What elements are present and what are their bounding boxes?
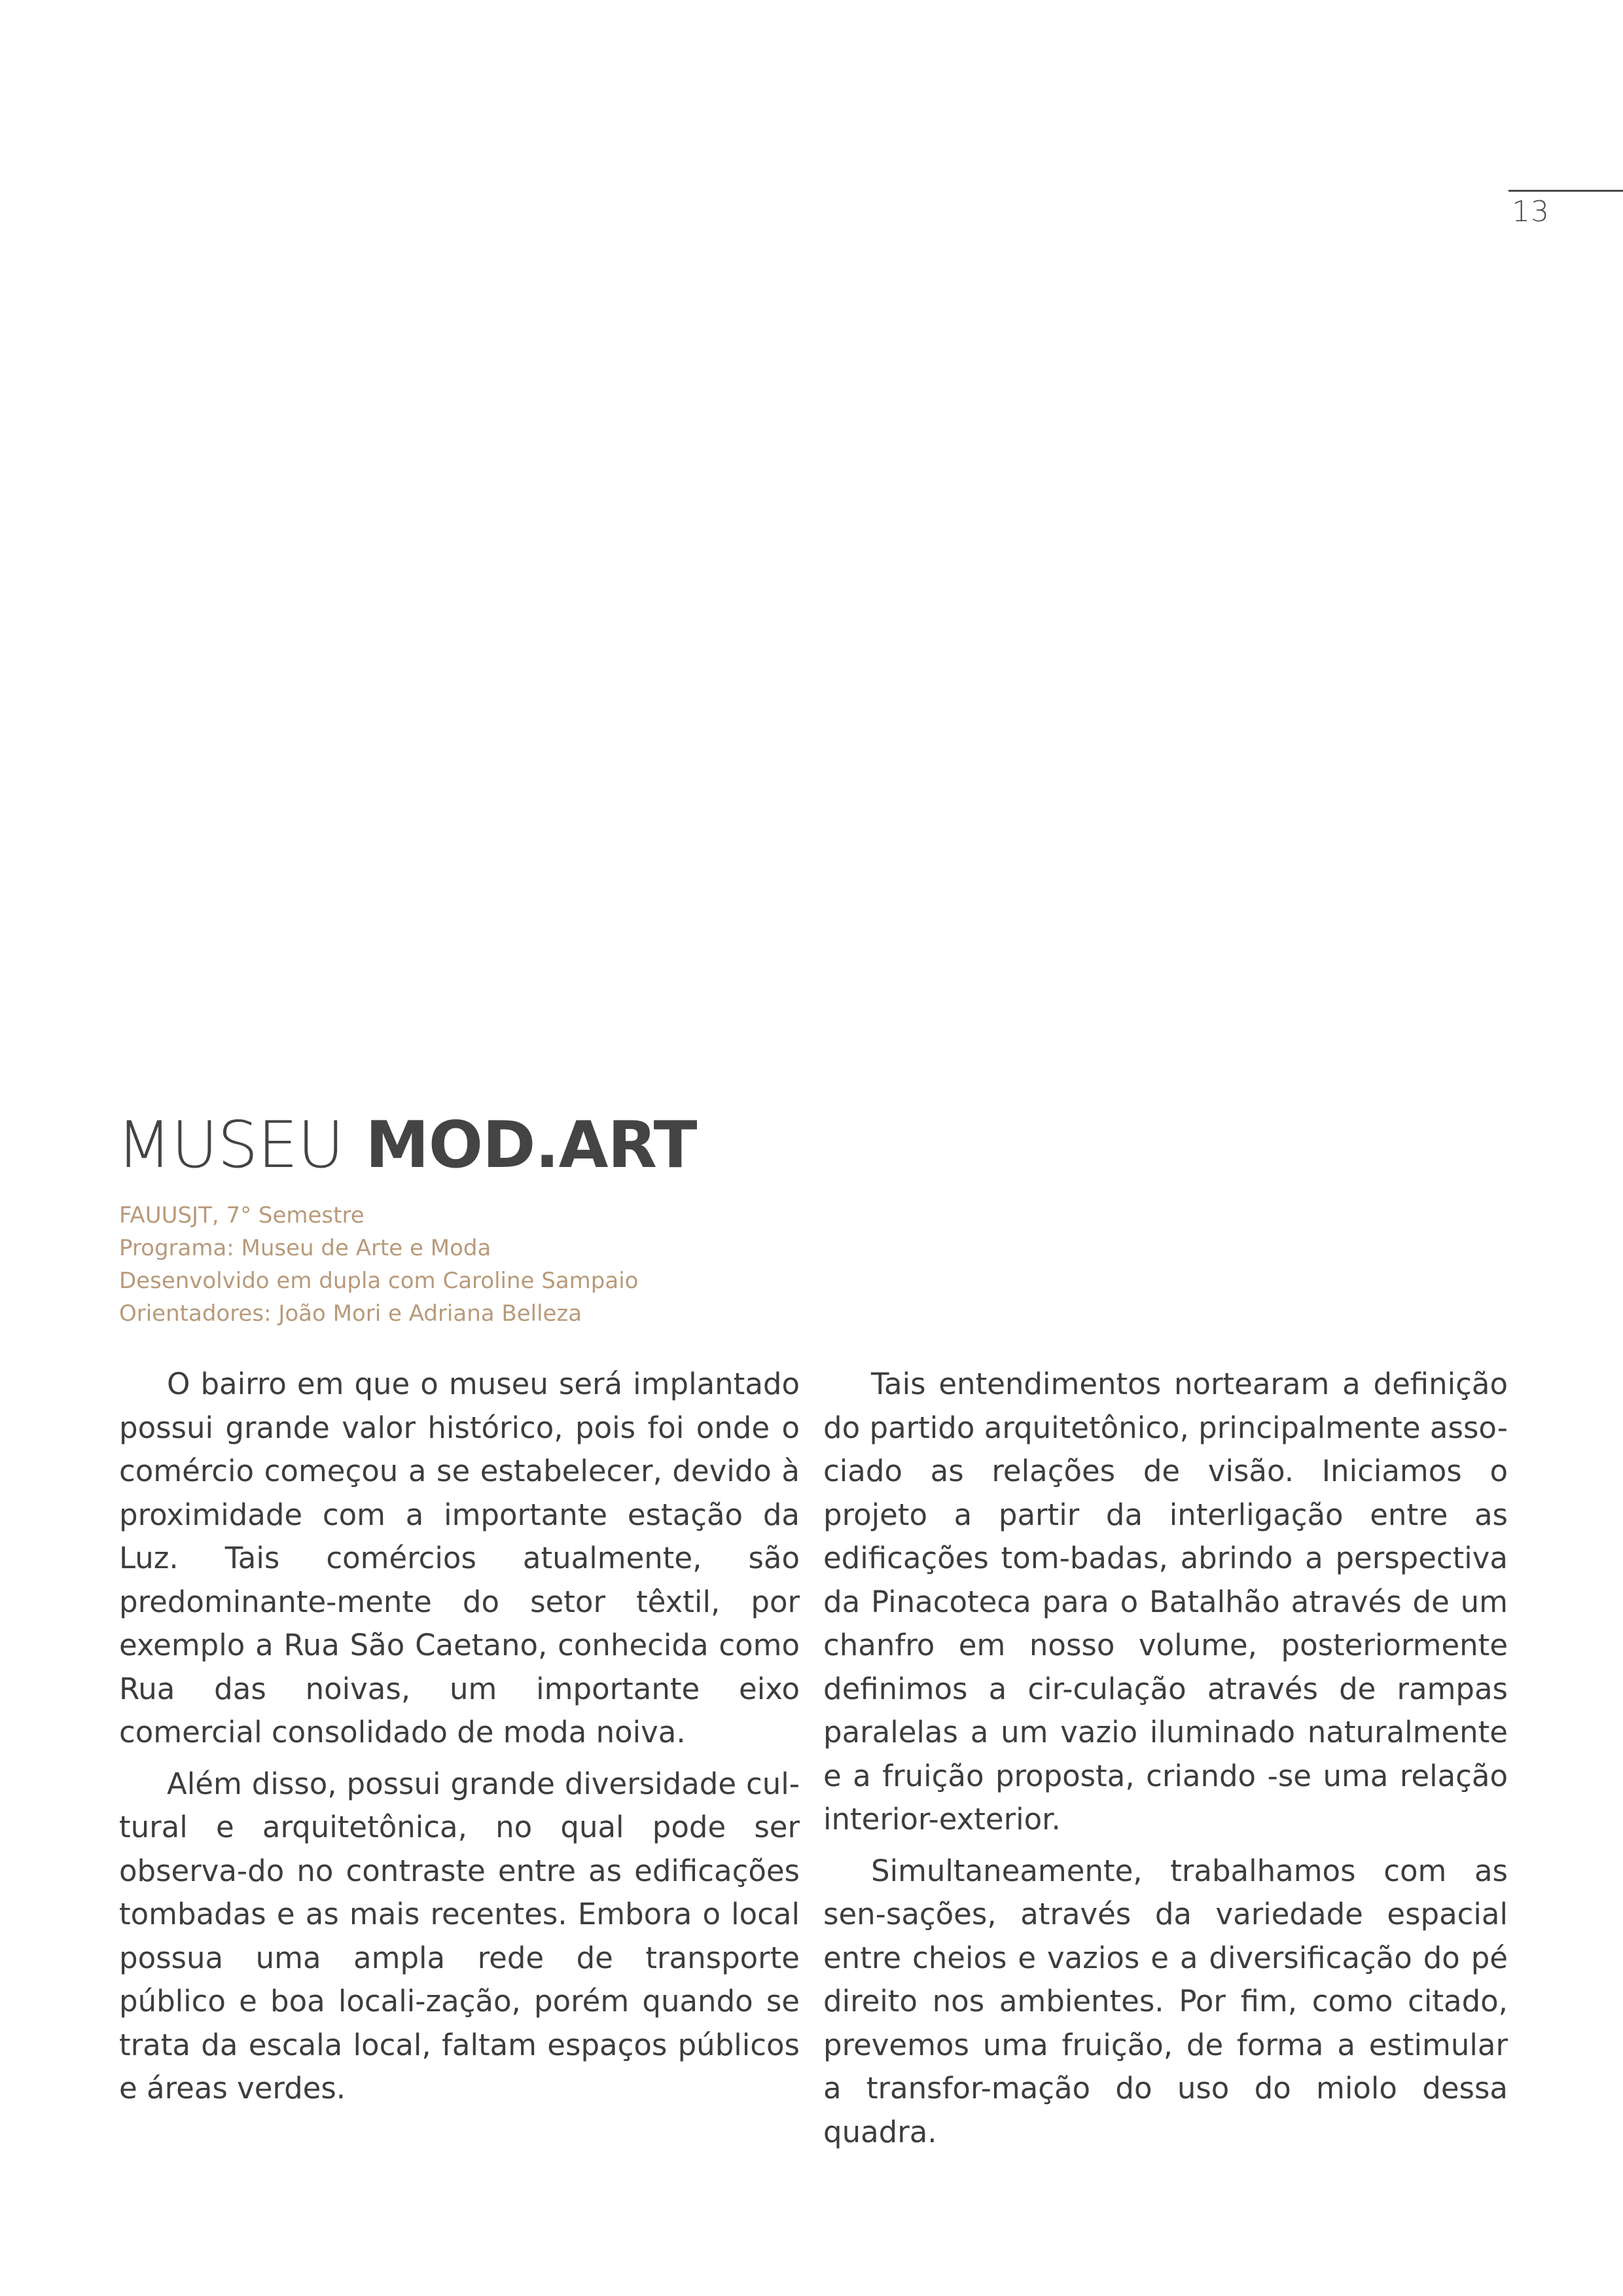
- body-paragraph: Simultaneamente, trabalhamos com as sen-sações, através da variedade espacial entre cheios e vazios e a diversificação do pé direito nos ambientes. Por fim, como citado, prevemos uma fruição, de forma a estimular a transfor-mação do uso do miolo dessa quadra.: [823, 1853, 1508, 2149]
- meta-line-program: Programa: Museu de Arte e Moda: [119, 1235, 491, 1261]
- project-title: [116, 1106, 696, 1185]
- meta-line-school: FAUUSJT, 7° Semestre: [119, 1202, 365, 1229]
- project-title-bold: MOD.ART: [365, 1108, 697, 1183]
- body-column-right: [823, 1363, 1508, 2162]
- page-number-rule: [1508, 190, 1623, 192]
- meta-line-advisors: Orientadores: João Mori e Adriana Belleza: [119, 1300, 582, 1327]
- body-column-left: [119, 1363, 800, 2119]
- page-number: 13: [1512, 195, 1550, 228]
- body-paragraph: O bairro em que o museu será implantado possui grande valor histórico, pois foi onde o comércio começou a se estabelecer, devido à proximidade com a importante estação da Luz. Tais comércios atualmente, são predominante-mente do setor têxtil, por exemplo a Rua São Caetano, conhecida como Rua das noivas, um importante eixo comercial consolidado de moda noiva.: [119, 1367, 800, 1749]
- project-title-light: MUSEU: [116, 1108, 344, 1183]
- meta-line-partner: Desenvolvido em dupla com Caroline Sampaio: [119, 1268, 639, 1294]
- project-metadata: [119, 1199, 638, 1330]
- body-paragraph: Além disso, possui grande diversidade cul-tural e arquitetônica, no qual pode ser observa-do no contraste entre as edificações tombadas e as mais recentes. Embora o local possua uma ampla rede de transporte público e boa locali-zação, porém quando se trata da escala local, faltam espaços públicos e áreas verdes.: [119, 1766, 800, 2106]
- body-paragraph: Tais entendimentos nortearam a definição do partido arquitetônico, principalmente asso-ciado as relações de visão. Iniciamos o projeto a partir da interligação entre as edificações tom-badas, abrindo a perspectiva da Pinacoteca para o Batalhão através de um chanfro em nosso volume, posteriormente definimos a cir-culação através de rampas paralelas a um vazio iluminado naturalmente e a fruição proposta, criando -se uma relação interior-exterior.: [823, 1367, 1508, 1837]
